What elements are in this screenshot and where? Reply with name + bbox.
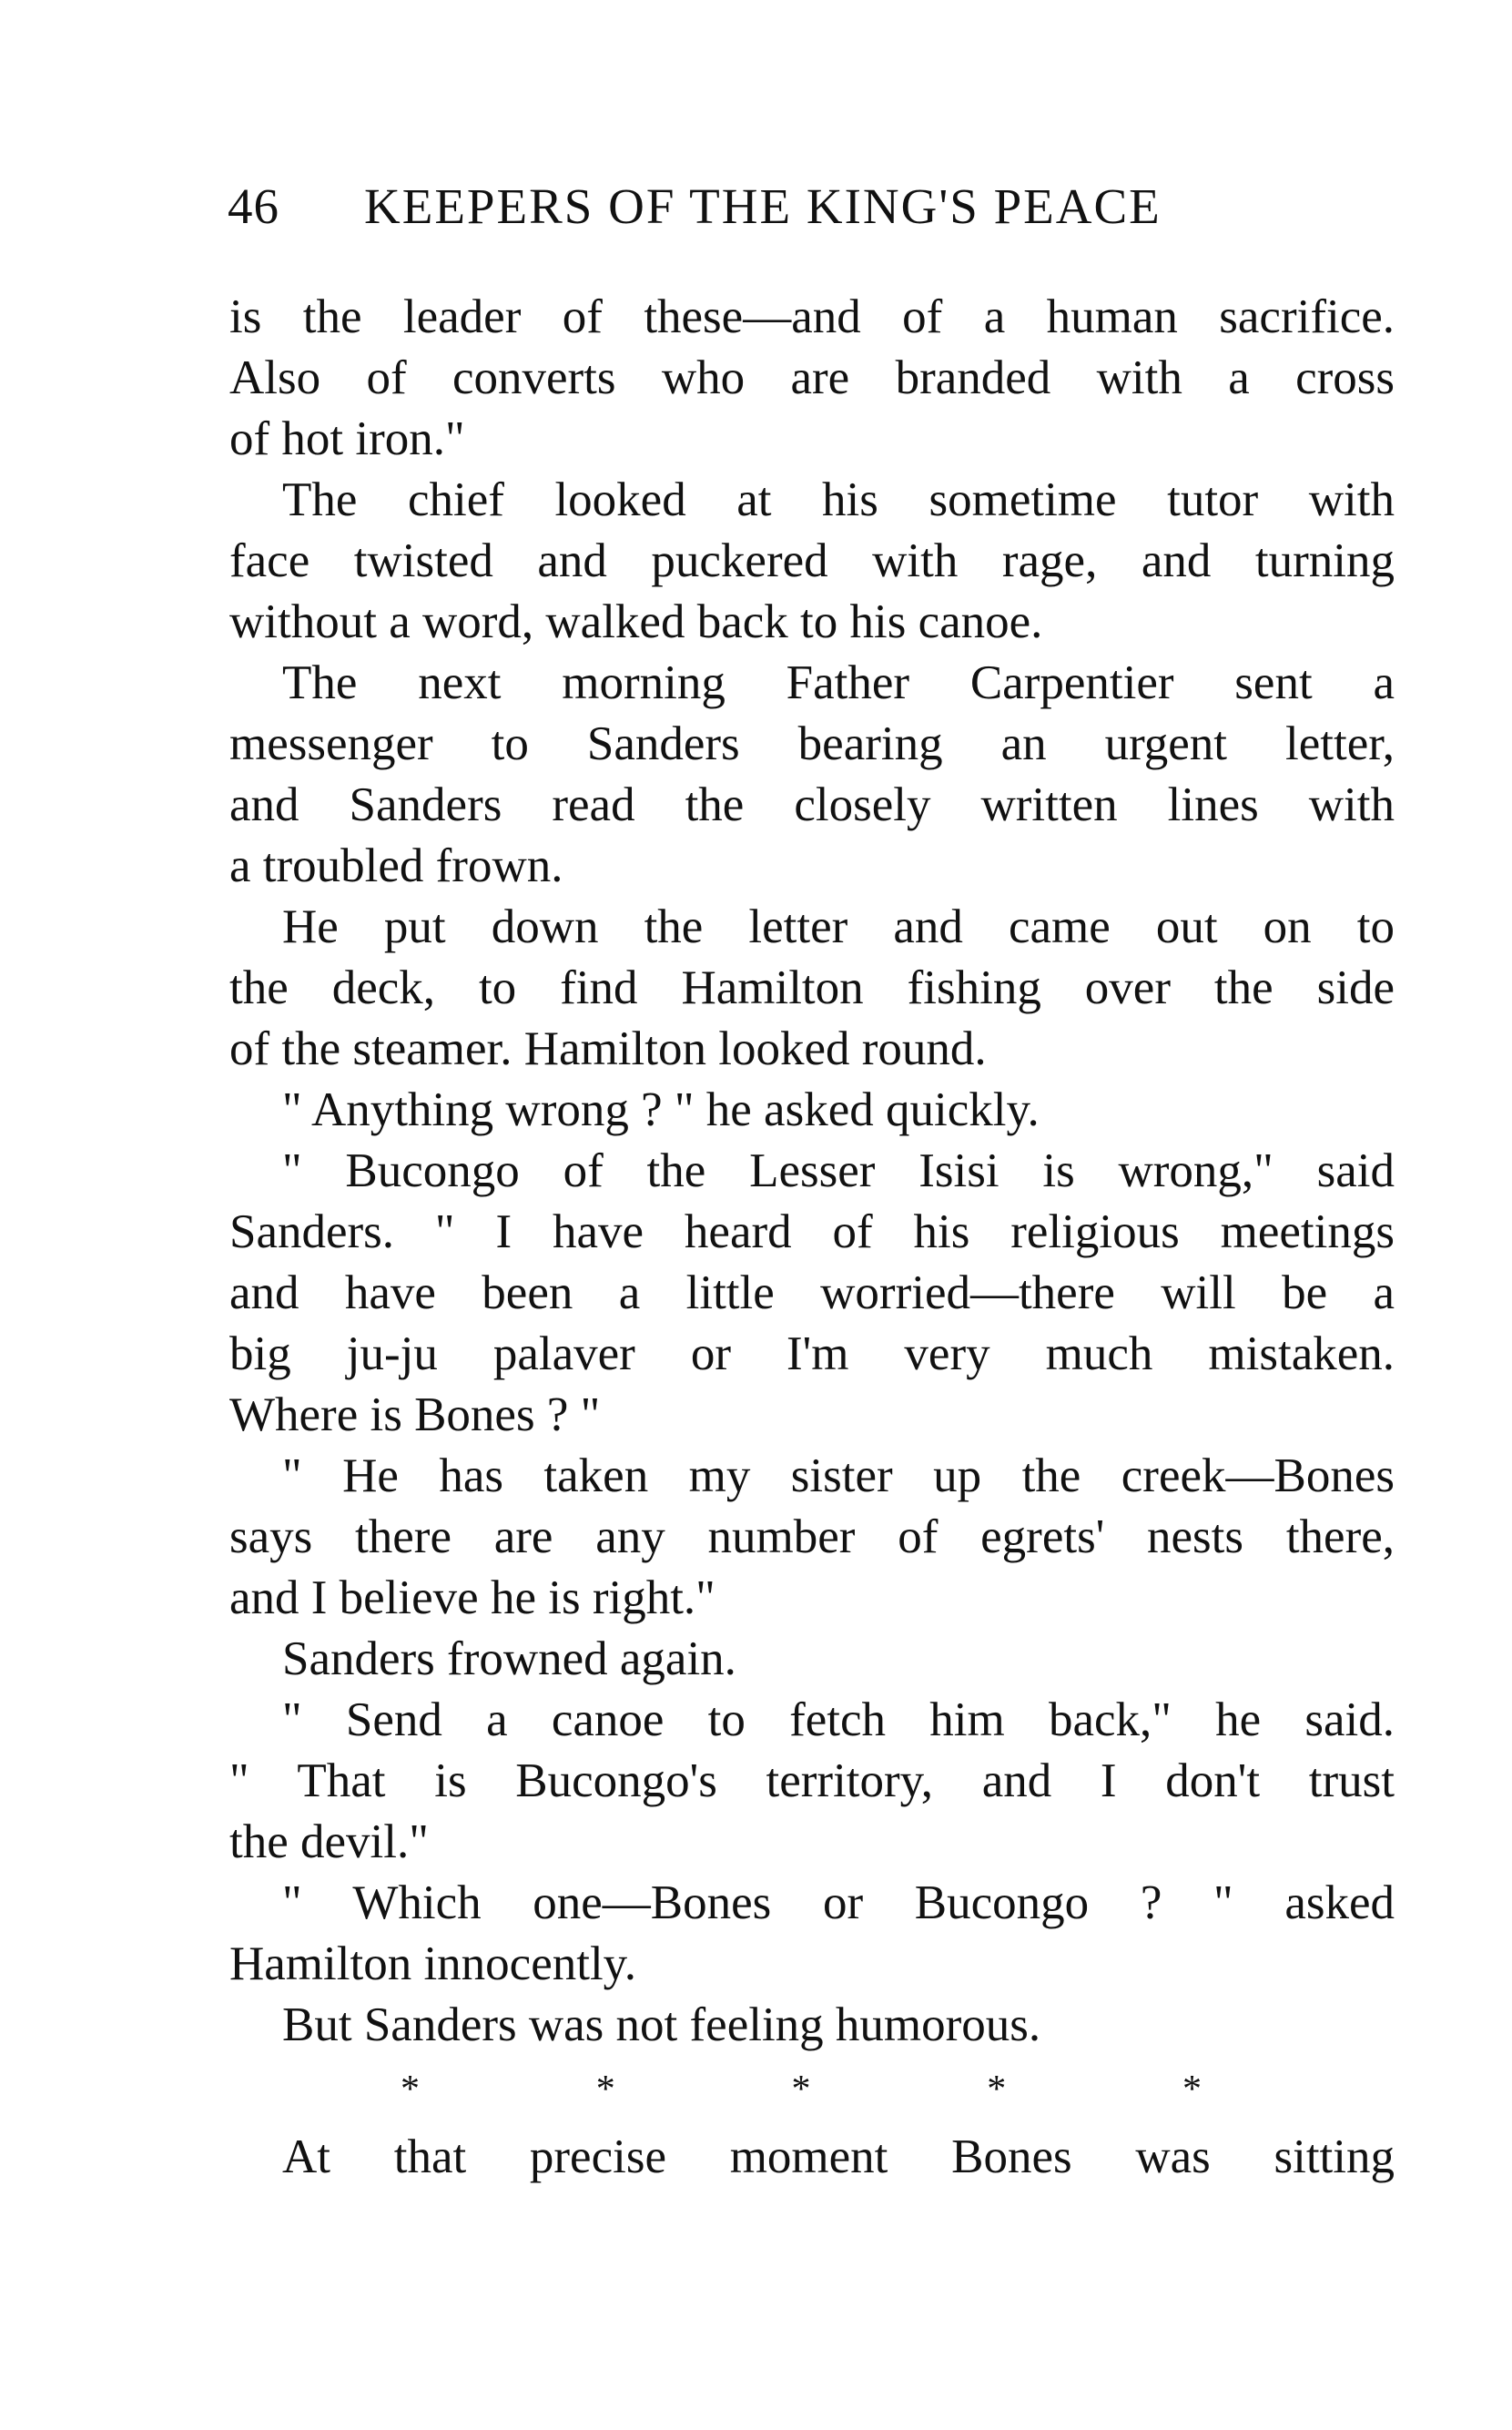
text-line: without a word, walked back to his canoe. <box>229 595 1043 648</box>
text-line: He put down the letter and came out on to <box>282 900 1395 953</box>
text-line: Sanders frowned again. <box>282 1632 736 1685</box>
text-line: of the steamer. Hamilton looked round. <box>229 1022 987 1075</box>
text-line: Hamilton innocently. <box>229 1937 636 1990</box>
text-line: and I believe he is right." <box>229 1571 715 1624</box>
text-line: big ju-ju palaver or I'm very much mistaken. <box>229 1327 1395 1380</box>
text-line: " Which one—Bones or Bucongo ? " asked <box>282 1876 1395 1929</box>
running-header <box>228 178 1356 250</box>
text-line: of hot iron." <box>229 412 465 465</box>
text-line: Where is Bones ? " <box>229 1388 601 1441</box>
final-line-block <box>229 2127 1395 2188</box>
text-line: " He has taken my sister up the creek—Bones <box>282 1449 1395 1502</box>
text-line: But Sanders was not feeling humorous. <box>282 1998 1041 2051</box>
text-line: Sanders. " I have heard of his religious meetings <box>229 1205 1395 1258</box>
section-break-star: * <box>1182 2069 1202 2110</box>
running-title: KEEPERS OF THE KING'S PEACE <box>364 178 1162 234</box>
text-line: " Anything wrong ? " he asked quickly. <box>282 1083 1040 1136</box>
text-line: " That is Bucongo's territory, and I don't trust <box>229 1754 1395 1807</box>
text-line: the devil." <box>229 1815 429 1868</box>
section-break-star: * <box>987 2069 1007 2110</box>
text-line: says there are any number of egrets' nests there, <box>229 1510 1395 1563</box>
text-line: and have been a little worried—there will be a <box>229 1266 1395 1319</box>
text-line: At that precise moment Bones was sitting <box>282 2130 1395 2183</box>
text-line: face twisted and puckered with rage, and turning <box>229 534 1395 587</box>
text-line: and Sanders read the closely written lines with <box>229 778 1395 831</box>
section-break-star: * <box>595 2069 615 2110</box>
text-line: The next morning Father Carpentier sent a <box>282 656 1395 709</box>
text-line: the deck, to find Hamilton fishing over the side <box>229 961 1395 1014</box>
text-line: is the leader of these—and of a human sacrifice. <box>229 290 1395 343</box>
text-line: " Send a canoe to fetch him back," he said. <box>282 1693 1395 1746</box>
text-line: " Bucongo of the Lesser Isisi is wrong," said <box>282 1144 1395 1197</box>
text-line: messenger to Sanders bearing an urgent letter, <box>229 717 1395 770</box>
section-break-star: * <box>791 2069 811 2110</box>
text-line: The chief looked at his sometime tutor with <box>282 473 1395 526</box>
page-number: 46 <box>228 178 279 234</box>
section-break-star: * <box>401 2069 420 2110</box>
body-text <box>229 287 1395 2056</box>
section-break <box>401 2067 1202 2112</box>
text-line: Also of converts who are branded with a cross <box>229 351 1395 404</box>
text-line: a troubled frown. <box>229 839 563 892</box>
